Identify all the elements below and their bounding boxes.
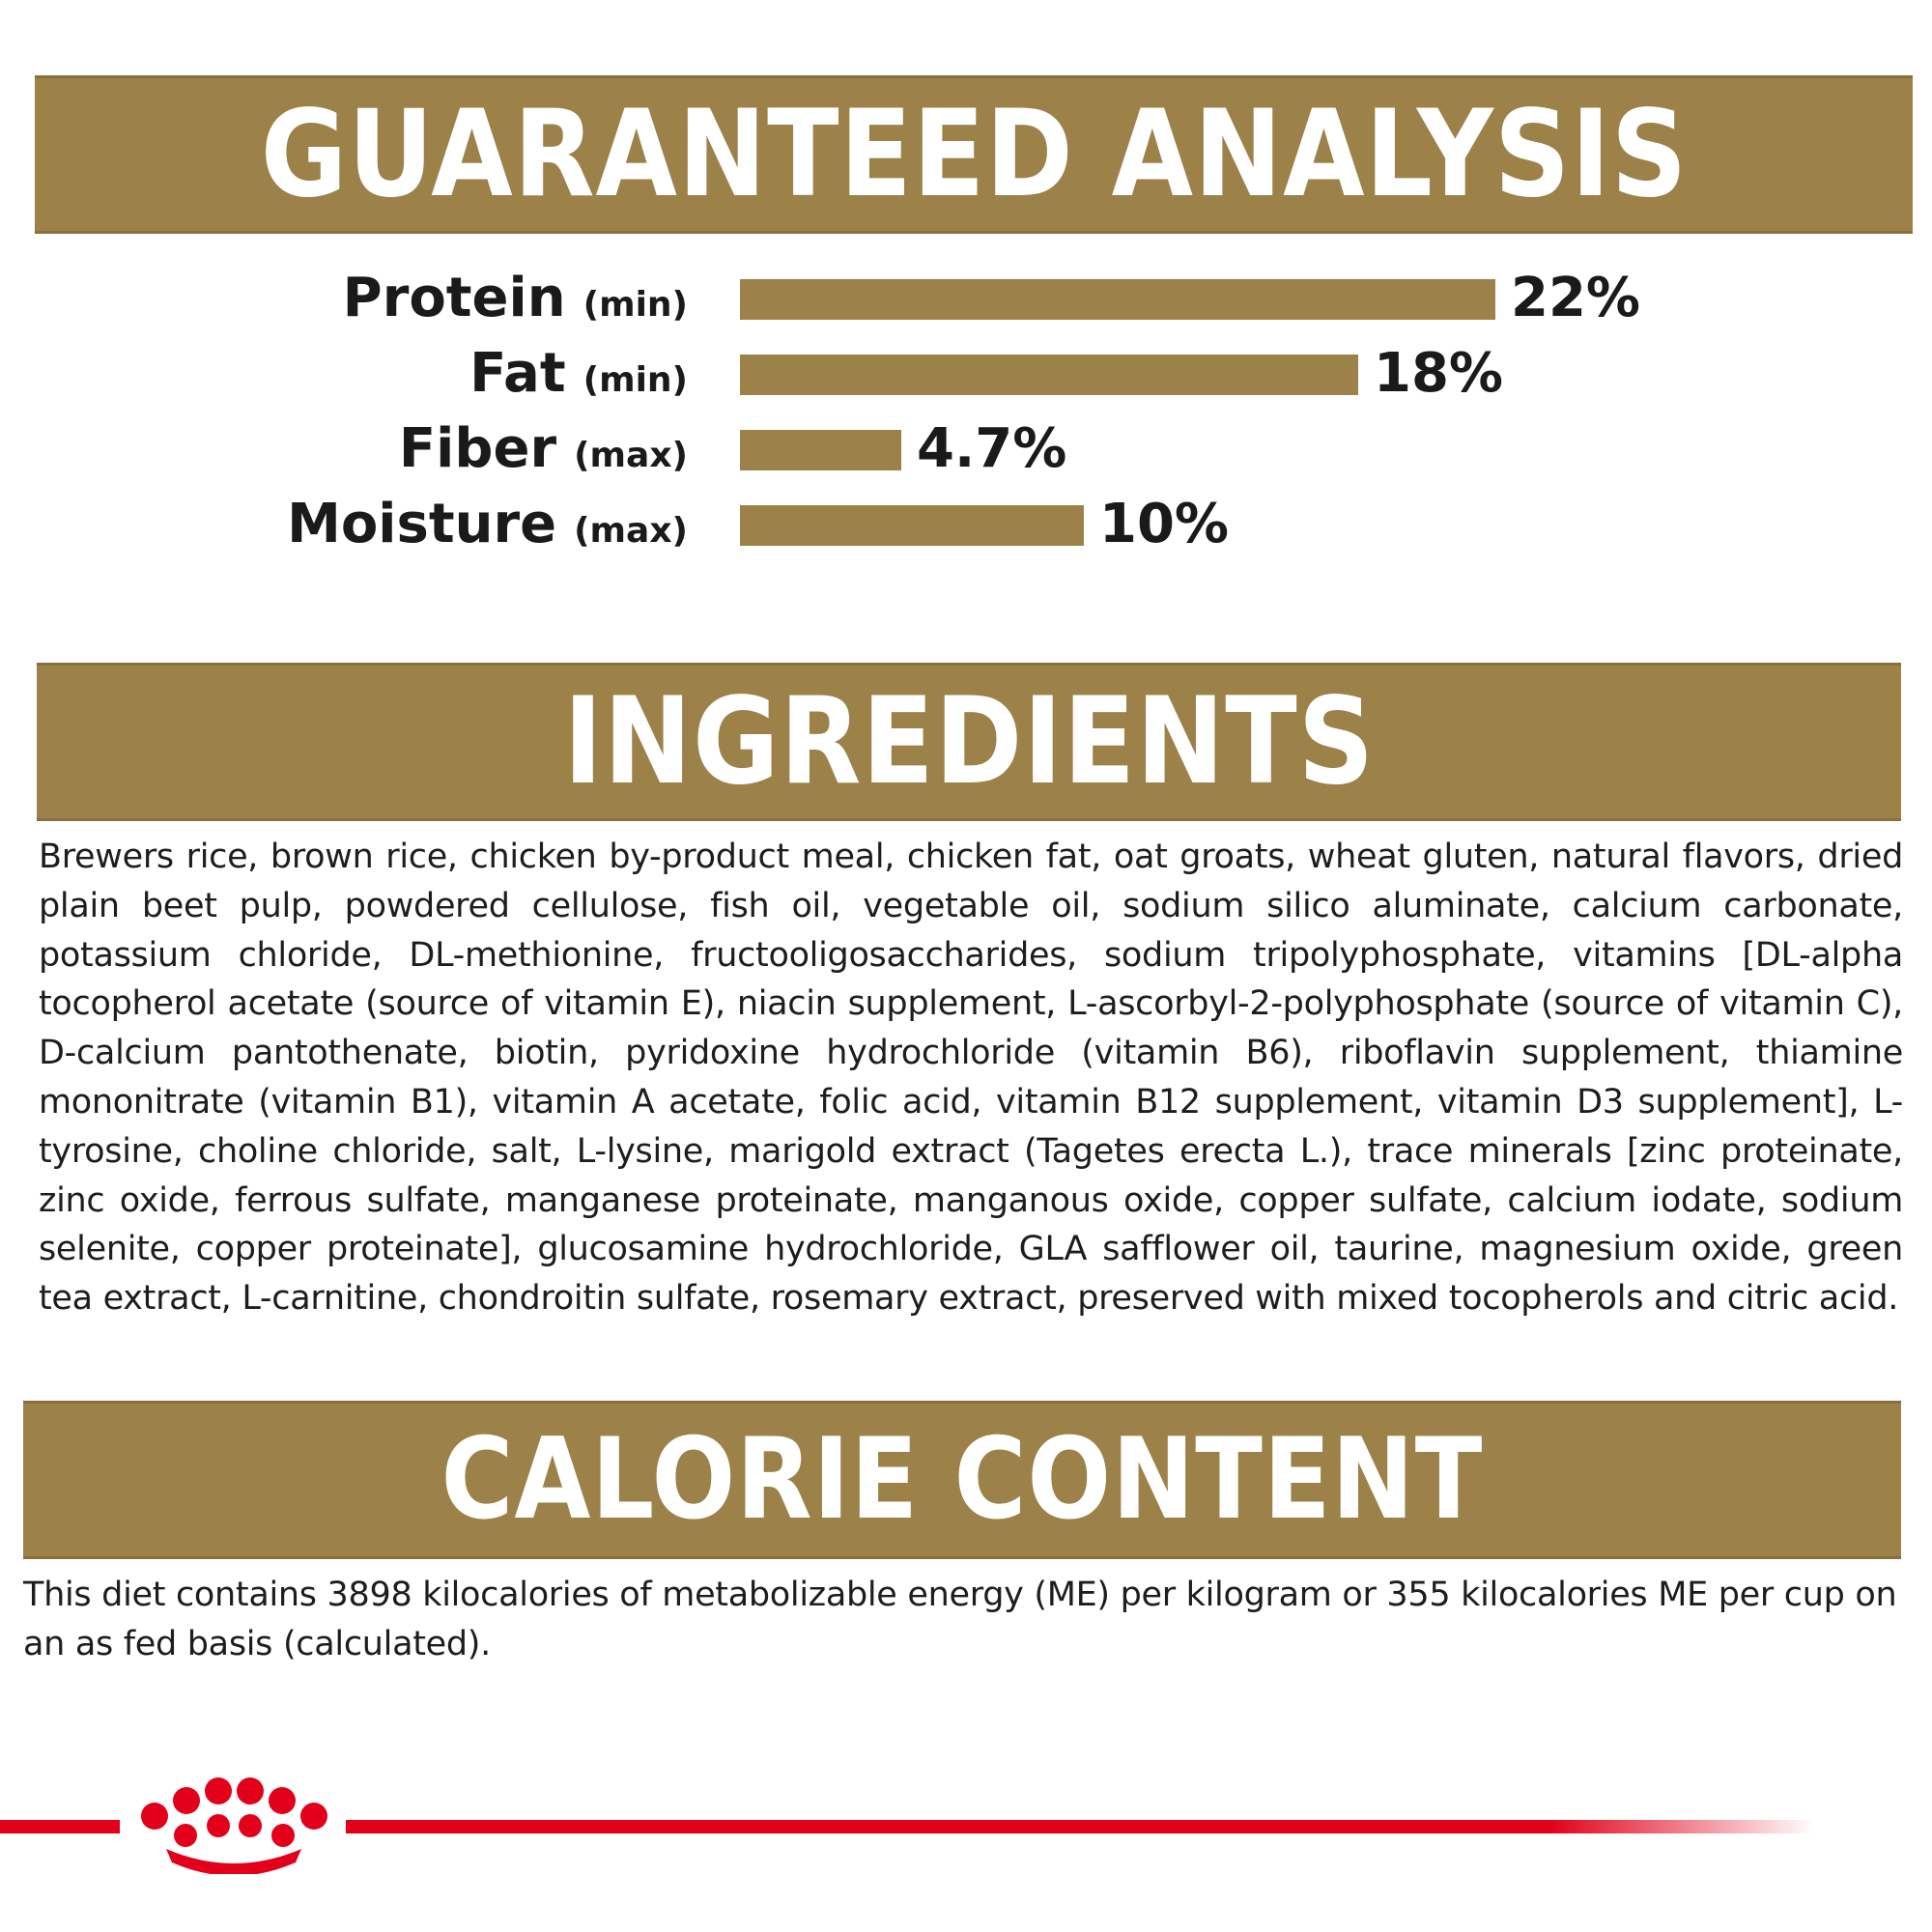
calorie-content-header — [23, 1401, 1901, 1559]
ingredients-title: INGREDIENTS — [563, 672, 1375, 811]
analysis-row-fiber — [0, 417, 1932, 480]
analysis-label — [398, 417, 688, 480]
analysis-bar — [740, 355, 1358, 395]
analysis-name: Protein — [342, 267, 566, 329]
analysis-bar — [740, 505, 1084, 546]
ingredients-header — [37, 663, 1901, 821]
analysis-qualifier: (max) — [574, 511, 688, 551]
analysis-bar — [740, 279, 1495, 320]
calorie-content-text: This diet contains 3898 kilocalories of metabolizable energy (ME) per kilogram or 355 kilocalories ME per cup on an as fed basis (calculated). — [23, 1576, 1897, 1663]
analysis-name: Fiber — [398, 417, 557, 480]
analysis-bar — [740, 430, 901, 470]
brand-logo-strip — [0, 1758, 1932, 1874]
brand-line-right — [346, 1820, 1814, 1833]
calorie-content-title: CALORIE CONTENT — [440, 1414, 1484, 1545]
analysis-label — [469, 342, 688, 405]
guaranteed-analysis-header — [35, 75, 1913, 234]
analysis-label — [342, 267, 688, 329]
analysis-qualifier: (min) — [582, 285, 688, 325]
brand-line-left — [0, 1820, 120, 1833]
guaranteed-analysis-title: GUARANTEED ANALYSIS — [260, 85, 1688, 224]
analysis-row-fat — [0, 342, 1932, 405]
analysis-qualifier: (min) — [582, 360, 688, 400]
analysis-value: 10% — [1099, 493, 1230, 555]
analysis-qualifier: (max) — [574, 436, 688, 475]
analysis-value: 22% — [1511, 267, 1641, 329]
royal-canin-crown-icon — [141, 1777, 327, 1874]
analysis-value: 4.7% — [917, 417, 1067, 480]
analysis-row-protein — [0, 267, 1932, 329]
analysis-name: Moisture — [287, 493, 557, 555]
analysis-label — [287, 493, 688, 555]
analysis-value: 18% — [1374, 342, 1504, 405]
ingredients-text: Brewers rice, brown rice, chicken by-product meal, chicken fat, oat groats, wheat gluten, natural flavors, dried plain beet pulp, powdered cellulose, fish oil, vegetable oil, sodium silico aluminate, calcium carbonate, potassium chloride, DL-methionine, fructooligosaccharides, sodium tripolyphosphate, vitamins [DL-alpha tocopherol acetate (source of vitamin E), niacin supplement, L-ascorbyl-2-polyphosphate (source of vitamin C), D-calcium pantothenate, biotin, pyridoxine hydrochloride (vitamin B6), riboflavin supplement, thiamine mononitrate (vitamin B1), vitamin A acetate, folic acid, vitamin B12 supplement, vitamin D3 supplement], L-tyrosine, choline chloride, salt, L-lysine, marigold extract (Tagetes erecta L.), trace minerals [zinc proteinate, zinc oxide, ferrous sulfate, manganese proteinate, manganous oxide, copper sulfate, calcium iodate, sodium selenite, copper proteinate], glucosamine hydrochloride, GLA safflower oil, taurine, magnesium oxide, green tea extract, L-carnitine, chondroitin sulfate, rosemary extract, preserved with mixed tocopherols and citric acid. — [39, 838, 1903, 1319]
analysis-name: Fat — [469, 342, 566, 405]
analysis-row-moisture — [0, 493, 1932, 555]
